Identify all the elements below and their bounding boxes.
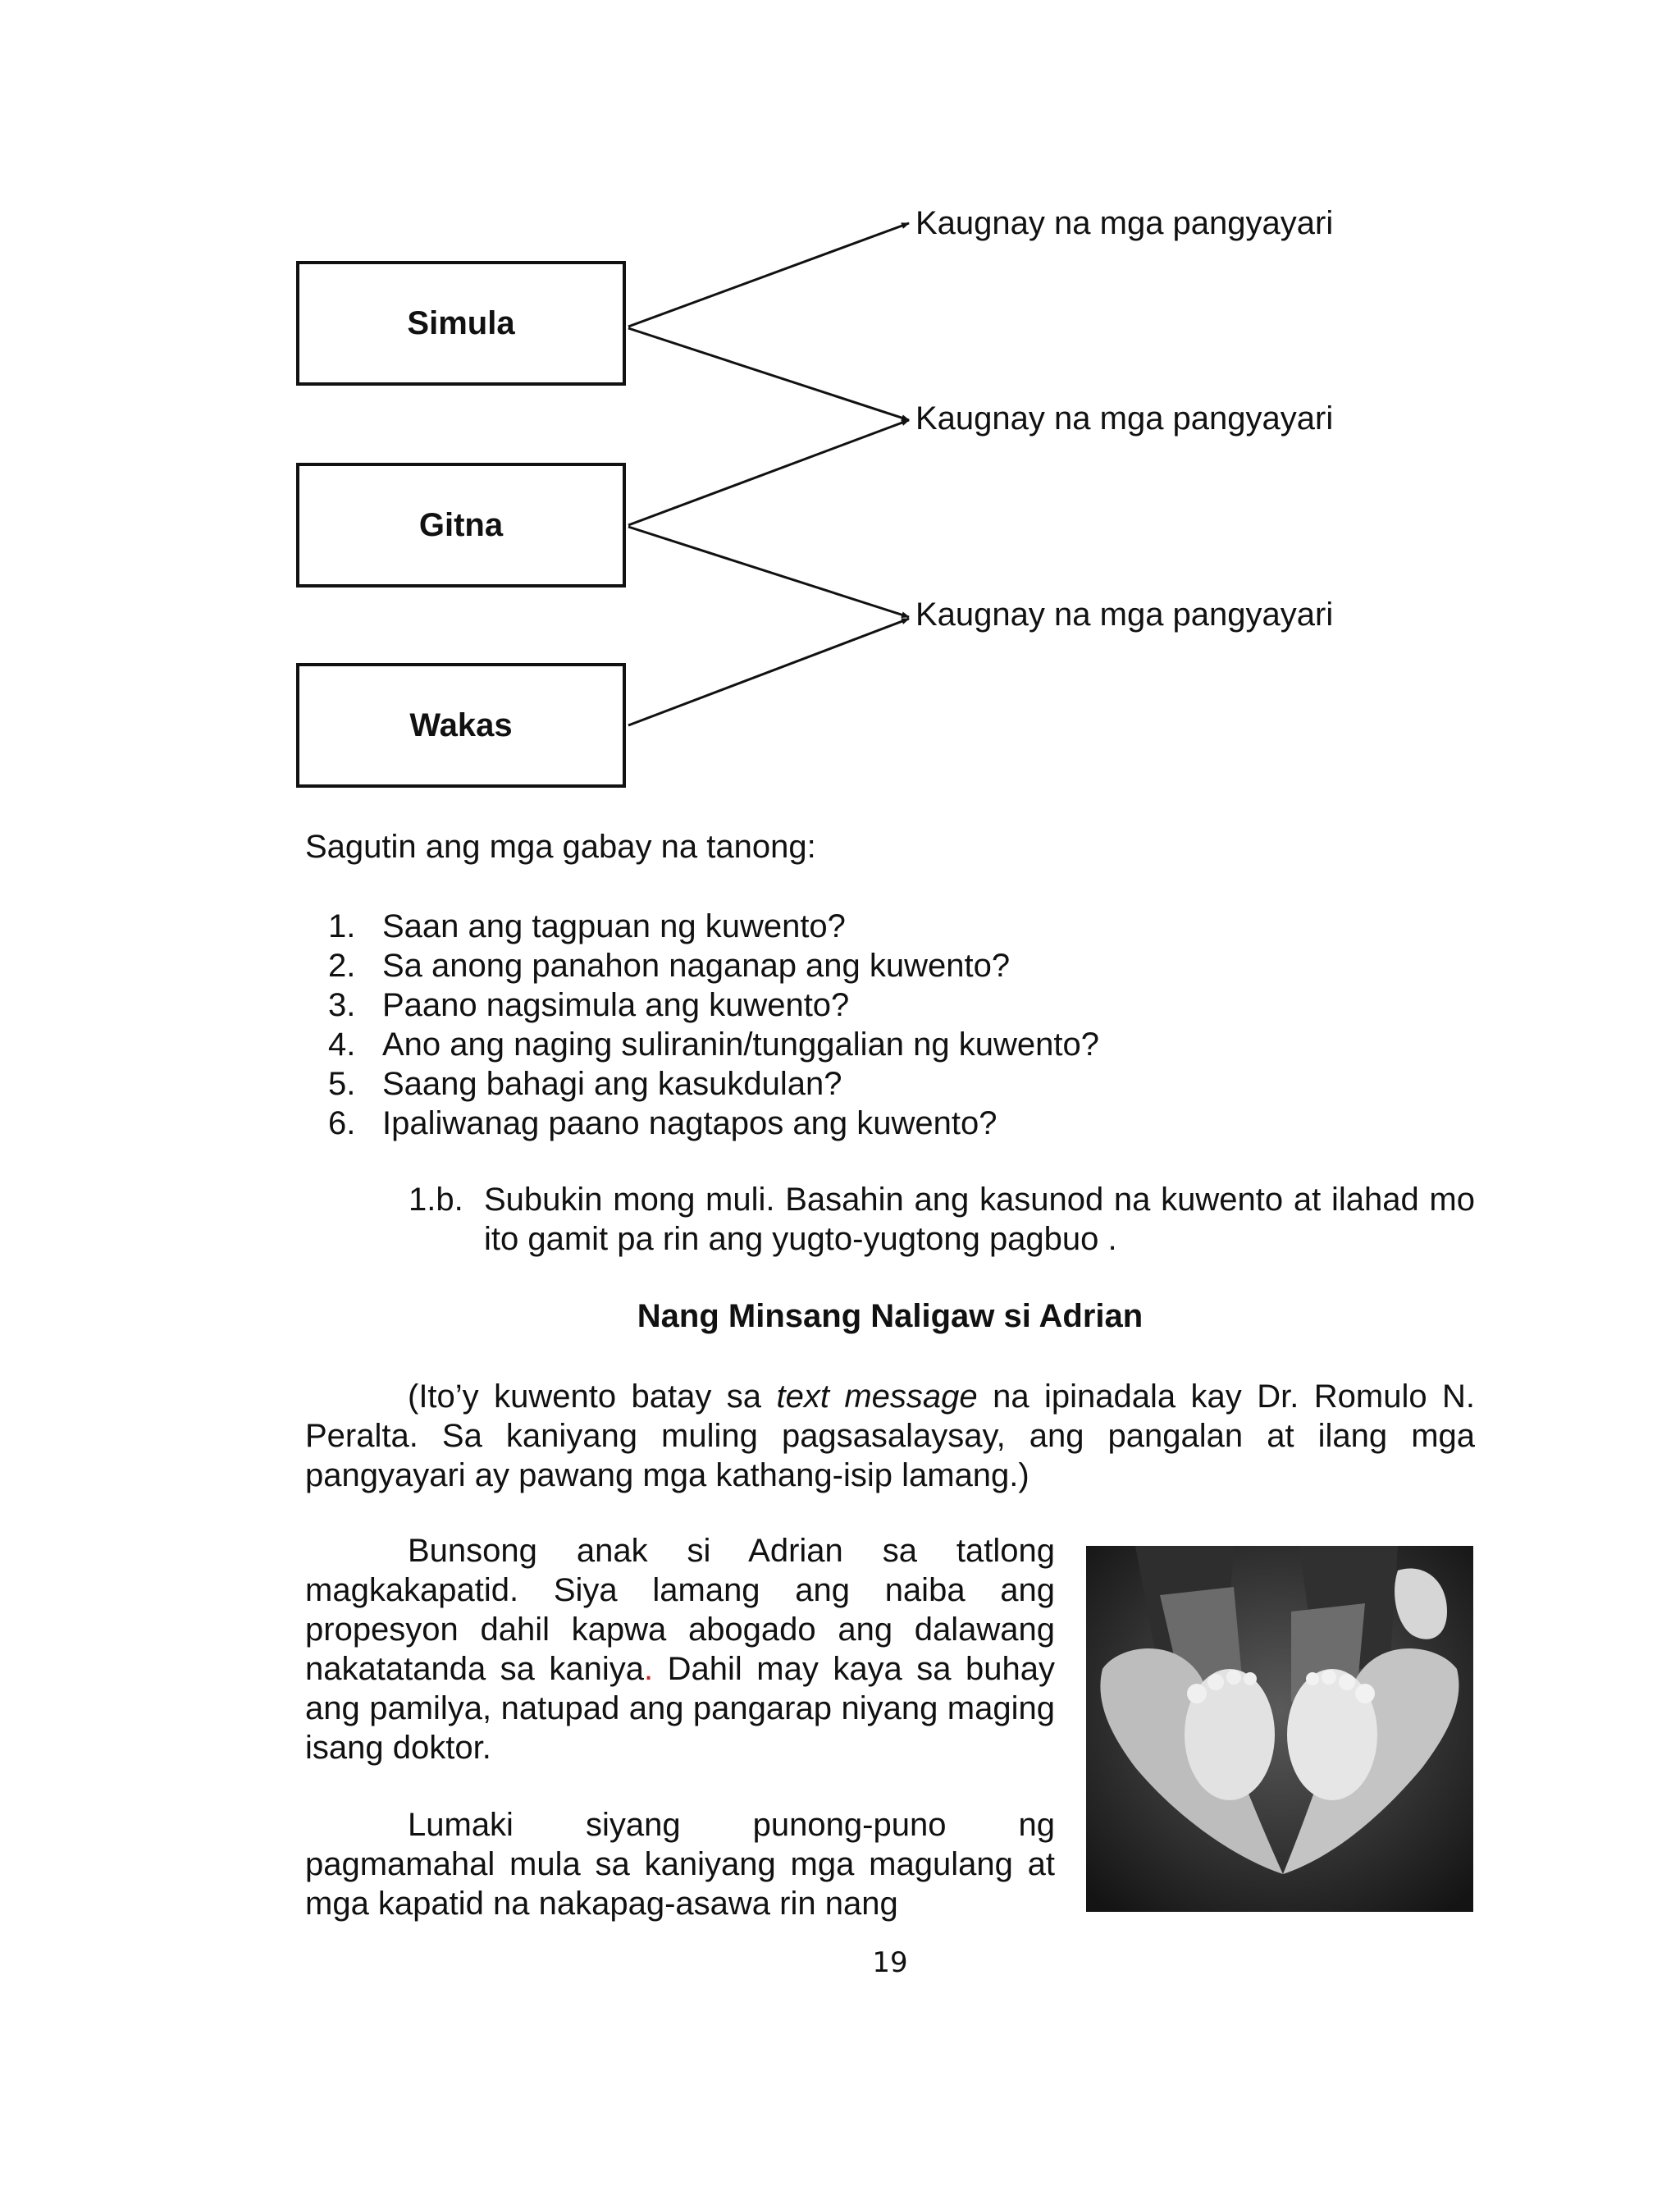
hands-and-baby-feet-image [1086,1546,1473,1912]
box-gitna [296,463,626,588]
question-item: 3. Paano nagsimula ang kuwento? [328,987,850,1023]
question-item: 5. Saang bahagi ang kasukdulan? [328,1066,842,1102]
subitem-1b [409,1180,1475,1259]
question-item: 4. Ano ang naging suliranin/tunggalian ng kuwento? [328,1026,1100,1063]
questions-list [328,907,1099,1143]
arrow-gitna-to-event-2 [628,420,909,525]
baby-feet-photo [1086,1546,1473,1912]
box-wakas [296,663,626,788]
story-paragraph-1: Bunsong anak si Adrian sa tatlong magkakapatid. Siya lamang ang naiba ang propesyon dahil kapwa abogado ang dalawang nakatatanda sa kaniya. Dahil may kaya sa buhay ang pamilya, natupad ang pangarap niyang maging isang doktor. [305,1533,1055,1766]
story-note: (Ito’y kuwento batay sa text message na ipinadala kay Dr. Romulo N. Peralta. Sa kaniyang muling pagsasalaysay, ang pangalan at ilang mga pangyayari ay pawang mga kathang-isip lamang.) [305,1378,1476,1493]
story-title: Nang Minsang Naligaw si Adrian [637,1298,1144,1334]
box-simula [296,261,626,386]
arrow-simula-to-event-2 [628,328,909,420]
arrow-simula-to-event-1 [628,223,909,327]
flow-diagram [0,0,1680,821]
question-item: 1. Saan ang tagpuan ng kuwento? [328,908,846,944]
arrow-gitna-to-event-3 [628,527,909,617]
questions-prompt: Sagutin ang mga gabay na tanong: [305,829,816,865]
page-number: 19 [872,1946,908,1979]
event-label-3: Kaugnay na mga pangyayari [915,597,1334,633]
box-simula-label: Simula [407,304,515,341]
subitem-text: Subukin mong muli. Basahin ang kasunod na kuwento at ilahad mo ito gamit pa rin ang yugto-yugtong pagbuo . [484,1182,1475,1257]
subitem-number: 1.b. [409,1182,463,1218]
question-item: 6. Ipaliwanag paano nagtapos ang kuwento? [328,1105,998,1141]
story-paragraph-2: Lumaki siyang punong-puno ng pagmamahal mula sa kaniyang mga magulang at mga kapatid na nakapag-asawa rin nang [305,1807,1055,1922]
event-label-1: Kaugnay na mga pangyayari [915,205,1334,241]
red-period: . [644,1651,654,1687]
question-item: 2. Sa anong panahon naganap ang kuwento? [328,948,1011,984]
event-label-2: Kaugnay na mga pangyayari [915,400,1334,437]
box-gitna-label: Gitna [418,506,504,543]
box-wakas-label: Wakas [409,706,513,743]
arrow-wakas-to-event-3 [628,619,909,725]
